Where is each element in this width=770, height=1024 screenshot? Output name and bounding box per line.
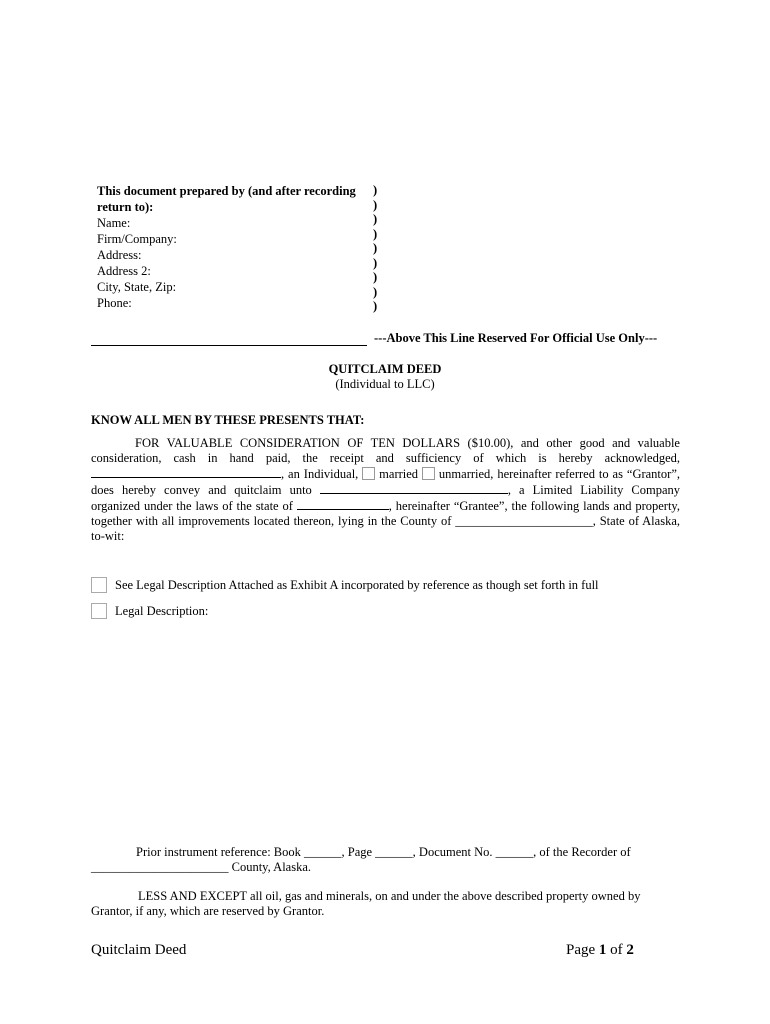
page-prefix: Page: [566, 942, 596, 958]
paren: ): [373, 241, 378, 255]
page-of: of: [610, 942, 623, 958]
exhibit-a-checkbox[interactable]: [91, 577, 107, 593]
less-line2: Grantor, if any, which are reserved by Grantor.: [91, 904, 325, 918]
exhibit-a-label: See Legal Description Attached as Exhibit A incorporated by reference as though set forth in full: [115, 578, 599, 592]
paren: ): [373, 299, 378, 313]
prior-line1: Prior instrument reference: Book ______, Page ______, Document No. ______, of the Recorder of: [136, 845, 631, 859]
page-total: 2: [626, 942, 634, 958]
paren: ): [373, 270, 378, 284]
paren: ): [373, 197, 378, 212]
grantor-name-field[interactable]: [91, 466, 281, 478]
preparer-heading-line2: return to):: [97, 200, 154, 214]
page-current: 1: [598, 942, 607, 958]
paren: ): [373, 255, 378, 270]
paren-column: [373, 183, 383, 314]
address-label: Address:: [97, 248, 142, 262]
footer-document-name: Quitclaim Deed: [91, 942, 187, 958]
prior-line2: ______________________ County, Alaska.: [91, 860, 312, 874]
firm-label: Firm/Company:: [97, 232, 177, 246]
grantee-text: , hereinafter “Grantee”, the following lands and property, together with all improvements located thereon, lying in the County of ______________________, State of Alaska, to-wit:: [91, 499, 680, 543]
prior-instrument-reference: [91, 845, 681, 875]
paren: ): [373, 183, 378, 197]
paren: ): [373, 226, 378, 241]
footer-page-number: [566, 942, 634, 959]
paren: ): [373, 212, 378, 226]
document-title: QUITCLAIM DEED: [328, 362, 442, 376]
grantee-name-field[interactable]: [320, 482, 508, 494]
recording-divider-line: [91, 345, 367, 346]
document-subtitle: (Individual to LLC): [335, 377, 435, 391]
reserved-notice: ---Above This Line Reserved For Official Use Only---: [374, 331, 658, 345]
legal-description-label: Legal Description:: [115, 604, 209, 618]
city-state-zip-label: City, State, Zip:: [97, 280, 177, 294]
address2-label: Address 2:: [97, 264, 151, 278]
paren: ): [373, 284, 378, 299]
exhibit-a-option: [91, 577, 599, 594]
preparer-block: [97, 183, 367, 311]
married-label: married: [379, 467, 419, 481]
married-checkbox[interactable]: [362, 467, 375, 480]
know-all-men-heading: KNOW ALL MEN BY THESE PRESENTS THAT:: [91, 413, 365, 427]
name-label: Name:: [97, 216, 131, 230]
conveyance-paragraph: [91, 436, 680, 544]
individual-text: , an Individual,: [281, 467, 359, 481]
unmarried-label: unmarried, hereinafter referred to as “Grantor”,: [438, 467, 680, 481]
consideration-text: FOR VALUABLE CONSIDERATION OF TEN DOLLARS ($10.00), and other good and valuable consideration, cash in hand paid, the receipt and sufficiency of which is hereby acknowledged,: [91, 436, 680, 465]
state-field[interactable]: [297, 498, 389, 510]
llc-text: , a Limited Liability Company organized under the laws of the state of: [91, 483, 681, 513]
less-except-clause: [91, 889, 681, 919]
legal-description-checkbox[interactable]: [91, 603, 107, 619]
convey-text: does hereby convey and quitclaim unto: [91, 483, 312, 497]
preparer-heading-line1: This document prepared by (and after recording: [97, 184, 356, 198]
less-line1: LESS AND EXCEPT all oil, gas and minerals, on and under the above described property owned by: [138, 889, 641, 903]
unmarried-checkbox[interactable]: [422, 467, 435, 480]
legal-description-option: [91, 603, 208, 620]
phone-label: Phone:: [97, 296, 132, 310]
